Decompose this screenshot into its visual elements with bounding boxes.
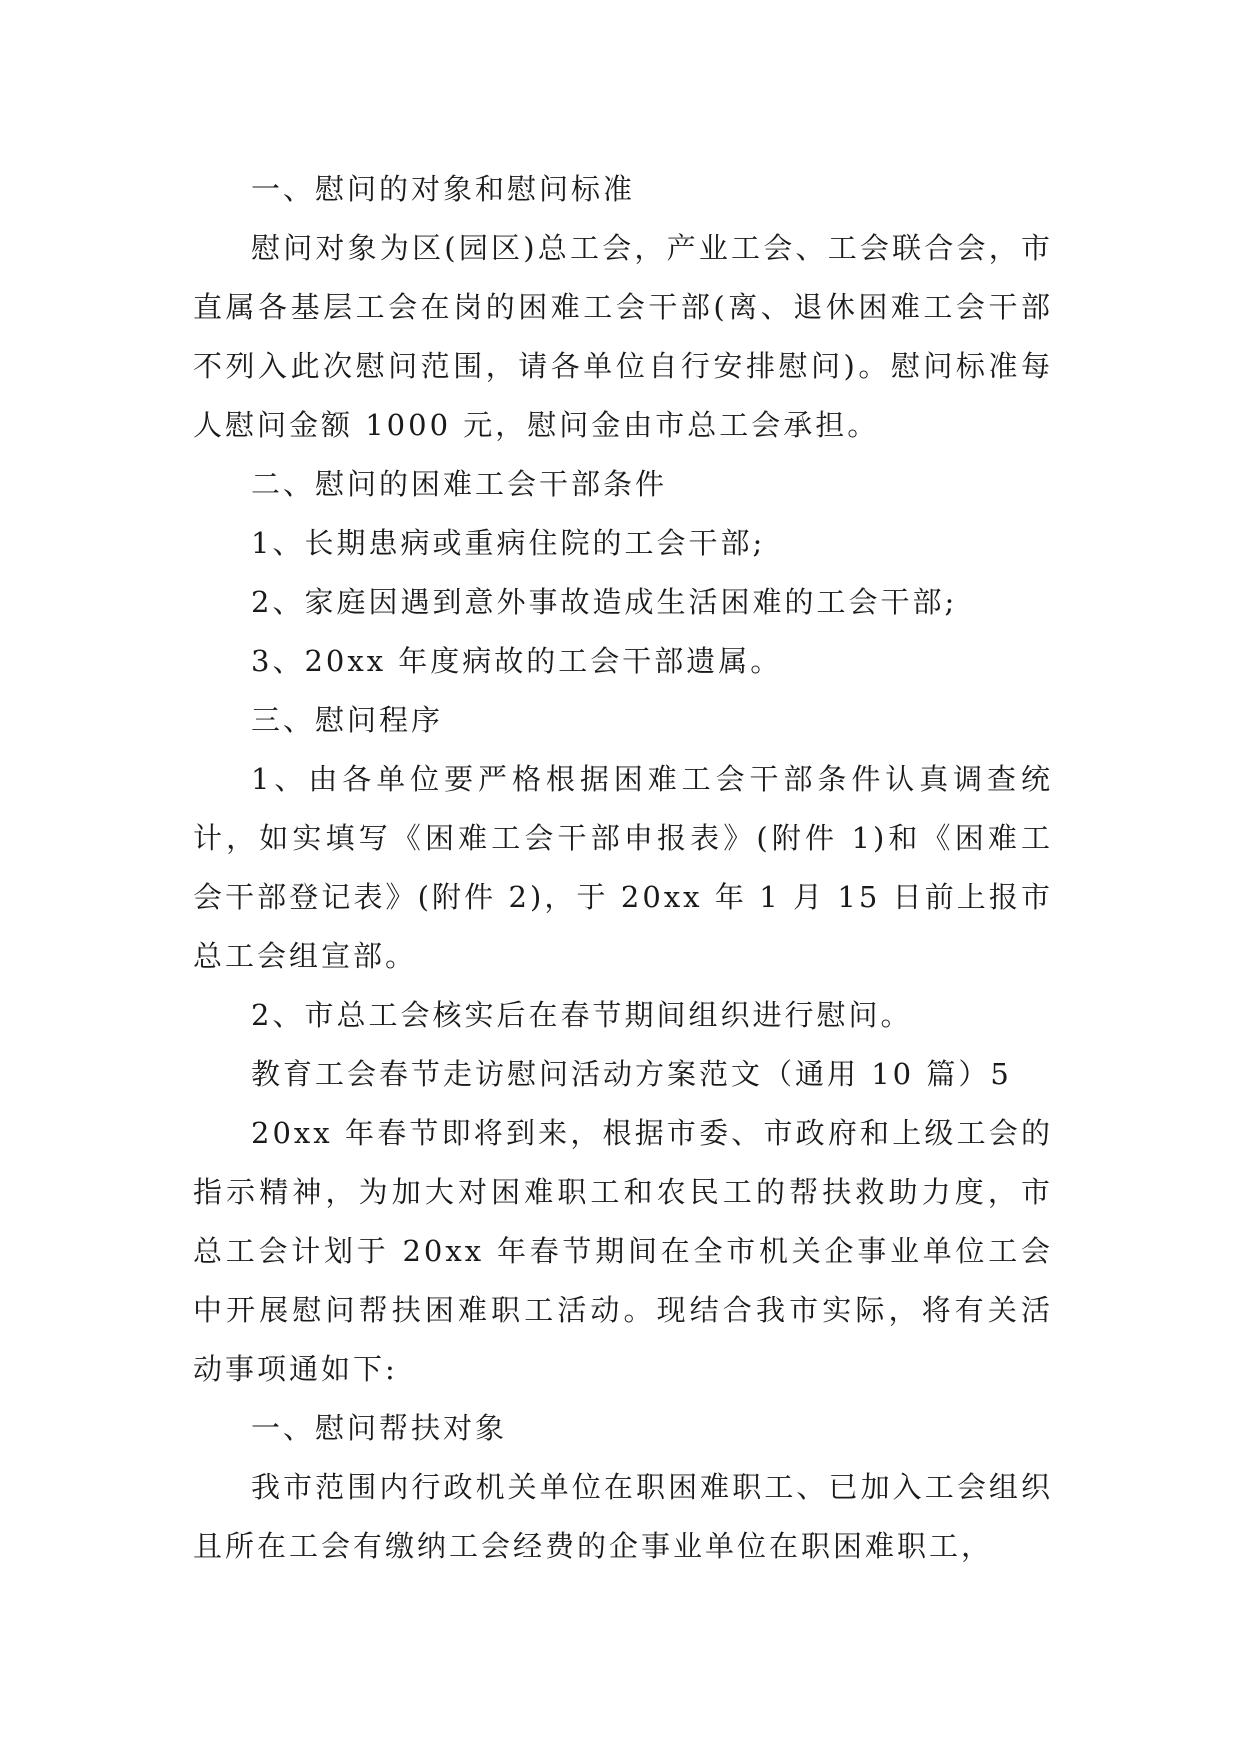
section-heading-procedure: 三、慰问程序 <box>251 703 444 737</box>
section-heading-comfort-target: 一、慰问的对象和慰问标准 <box>251 172 636 206</box>
list-item-condition-1: 1、长期患病或重病住院的工会干部; <box>251 526 766 560</box>
article-title: 教育工会春节走访慰问活动方案范文（通用 10 篇）5 <box>251 1057 1012 1091</box>
paragraph-intro: 20xx 年春节即将到来，根据市委、市政府和上级工会的指示精神，为加大对困难职工和农民工的帮扶救助力度，市总工会计划于 20xx 年春节期间在全市机关企事业单位工会中开展慰问帮扶困难职工活动。现结合我市实际，将有关活动事项通如下: <box>193 1116 1053 1386</box>
list-item-procedure-1: 1、由各单位要严格根据困难工会干部条件认真调查统计，如实填写《困难工会干部申报表》(附件 1)和《困难工会干部登记表》(附件 2)，于 20xx 年 1 月 15 日前上报市总工会组宣部。 <box>193 762 1053 973</box>
document-body <box>193 160 1053 1576</box>
list-item-condition-2: 2、家庭因遇到意外事故造成生活困难的工会干部; <box>251 585 958 619</box>
section-heading-help-target: 一、慰问帮扶对象 <box>251 1411 508 1445</box>
paragraph-comfort-target-standard: 慰问对象为区(园区)总工会，产业工会、工会联合会，市直属各基层工会在岗的困难工会干部(离、退休困难工会干部不列入此次慰问范围，请各单位自行安排慰问)。慰问标准每人慰问金额 1000 元，慰问金由市总工会承担。 <box>193 231 1053 442</box>
list-item-condition-3: 3、20xx 年度病故的工会干部遗属。 <box>251 644 783 678</box>
section-heading-conditions: 二、慰问的困难工会干部条件 <box>251 467 668 501</box>
paragraph-help-target: 我市范围内行政机关单位在职困难职工、已加入工会组织且所在工会有缴纳工会经费的企事业单位在职困难职工， <box>193 1470 1053 1563</box>
list-item-procedure-2: 2、市总工会核实后在春节期间组织进行慰问。 <box>251 998 913 1032</box>
